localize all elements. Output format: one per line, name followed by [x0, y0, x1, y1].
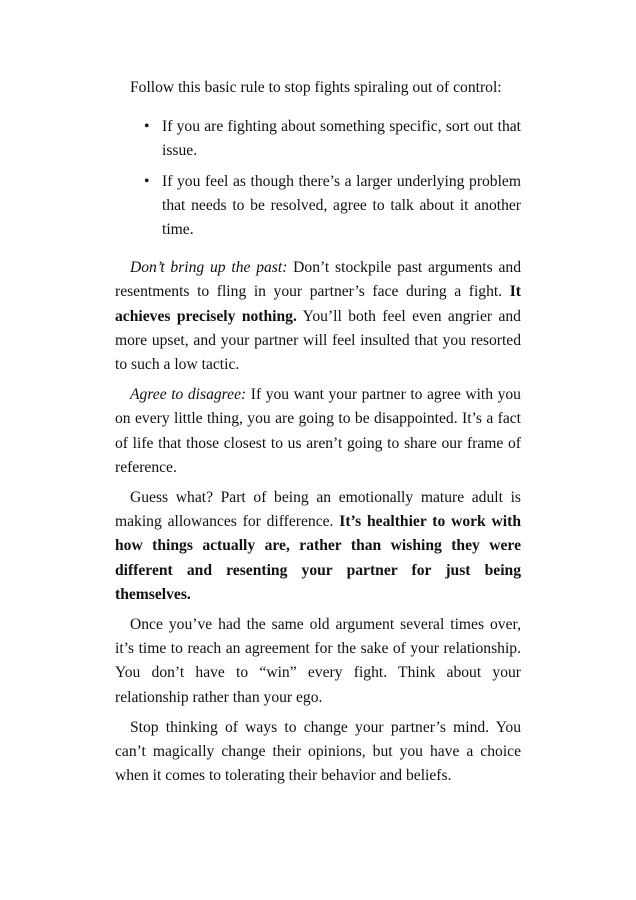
emphasis-text: It achieves precisely nothing. — [115, 283, 521, 325]
paragraph-heading: Agree to disagree: — [130, 386, 247, 404]
list-item-text: If you are fighting about something specific, sort out that issue. — [162, 118, 521, 160]
paragraph-text: Guess what? Part of being an emotionally mature adult is making allowances for difference. — [115, 489, 521, 531]
paragraph-disagree — [115, 383, 521, 480]
paragraph-heading: Don’t bring up the past: — [130, 259, 288, 277]
paragraph-past — [115, 256, 521, 377]
paragraph-once — [115, 613, 521, 710]
paragraph-text: Don’t stockpile past arguments and resentments to fling in your partner’s face during a fight. — [115, 259, 521, 301]
bullet-icon: • — [144, 118, 150, 136]
document-page — [115, 76, 521, 794]
list-item-text: If you feel as though there’s a larger underlying problem that needs to be resolved, agree to talk about it another time. — [162, 172, 521, 239]
paragraph-text: Stop thinking of ways to change your partner’s mind. You can’t magically change their opinions, but you have a choice when it comes to tolerating their behavior and beliefs. — [115, 718, 521, 785]
list-item — [115, 115, 521, 163]
paragraph-text: You’ll both feel even angrier and more upset, and your partner will feel insulted that you resorted to such a low tactic. — [115, 307, 521, 374]
intro-paragraph: Follow this basic rule to stop fights spiraling out of control: — [130, 79, 502, 96]
paragraph-guess — [115, 486, 521, 607]
bullet-icon: • — [144, 172, 150, 190]
paragraph-stop — [115, 716, 521, 789]
list-item — [115, 170, 521, 243]
paragraph-text: Once you’ve had the same old argument several times over, it’s time to reach an agreement for the sake of your relationship. You don’t have to “win” every fight. Think about your relationship rather than your ego. — [115, 616, 521, 706]
rule-list — [115, 115, 521, 242]
paragraph-text: If you want your partner to agree with you on every little thing, you are going to be disappointed. It’s a fact of life that those closest to us aren’t going to share our frame of reference. — [115, 386, 521, 476]
emphasis-text: It’s healthier to work with how things actually are, rather than wishing they were different and resenting your partner for just being themselves. — [115, 513, 521, 603]
